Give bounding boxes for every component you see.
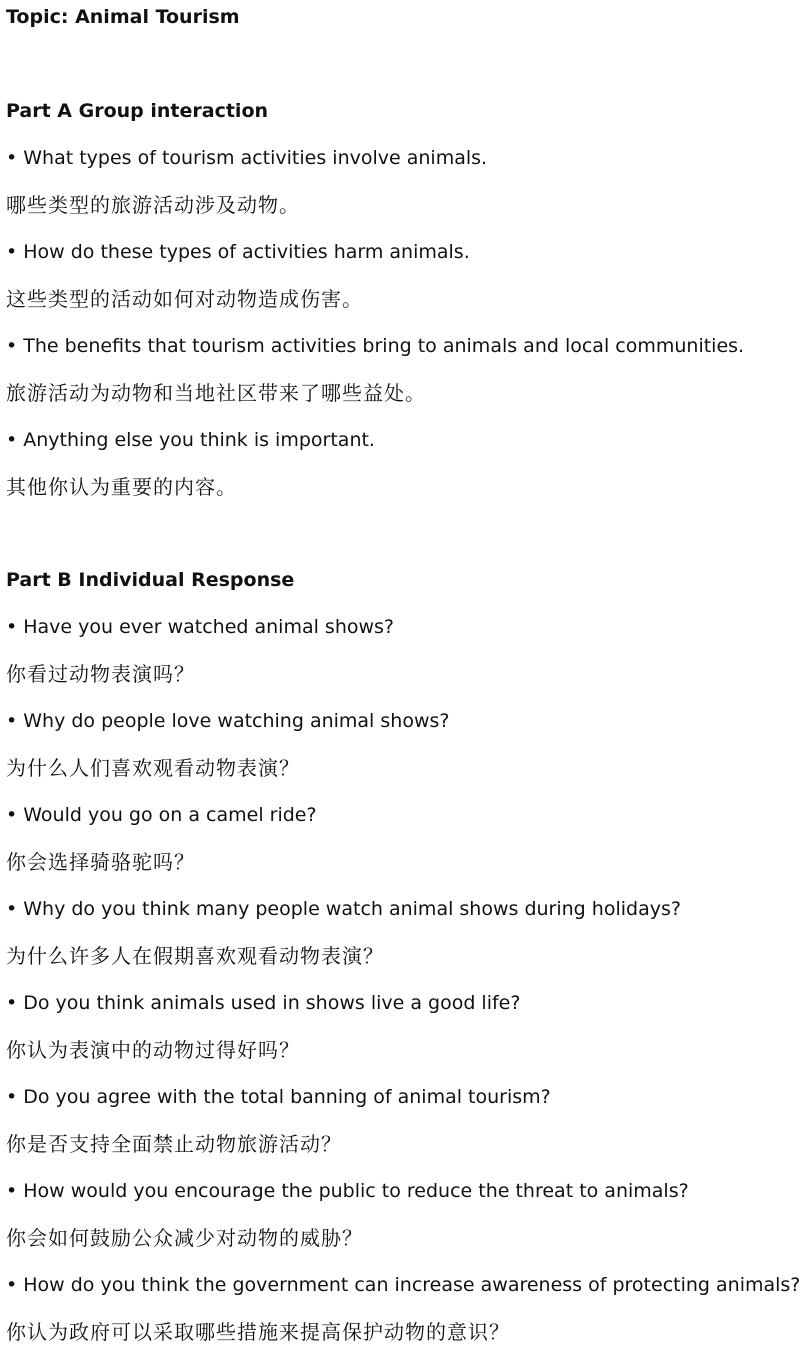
- part-b-question-5-en: • Do you think animals used in shows live a good life?: [6, 992, 521, 1014]
- part-b-question-3-en: • Would you go on a camel ride?: [6, 804, 317, 826]
- part-b-question-6-en: • Do you agree with the total banning of animal tourism?: [6, 1086, 551, 1108]
- part-b-question-2-zh: 为什么人们喜欢观看动物表演？: [6, 756, 300, 780]
- part-b-question-1-zh: 你看过动物表演吗？: [6, 662, 195, 686]
- part-a-question-2-zh: 这些类型的活动如何对动物造成伤害。: [6, 287, 363, 311]
- part-b-question-4-en: • Why do you think many people watch animal shows during holidays?: [6, 898, 681, 920]
- part-b-question-1-en: • Have you ever watched animal shows?: [6, 616, 395, 638]
- part-a-question-4-en: • Anything else you think is important.: [6, 429, 375, 451]
- part-b-question-5-zh: 你认为表演中的动物过得好吗？: [6, 1038, 300, 1062]
- part-a-question-3-en: • The benefits that tourism activities bring to animals and local communities.: [6, 335, 745, 357]
- part-b-question-4-zh: 为什么许多人在假期喜欢观看动物表演？: [6, 944, 384, 968]
- part-a-question-2-en: • How do these types of activities harm animals.: [6, 241, 470, 263]
- part-a-question-1-zh: 哪些类型的旅游活动涉及动物。: [6, 193, 300, 217]
- part-a-question-3-zh: 旅游活动为动物和当地社区带来了哪些益处。: [6, 381, 426, 405]
- part-a-question-4-zh: 其他你认为重要的内容。: [6, 475, 237, 499]
- part-b-heading: Part B Individual Response: [6, 569, 295, 591]
- topic-title: Topic: Animal Tourism: [6, 6, 240, 28]
- part-a-heading: Part A Group interaction: [6, 100, 269, 122]
- part-b-question-7-zh: 你会如何鼓励公众减少对动物的威胁？: [6, 1226, 363, 1250]
- part-a-question-1-en: • What types of tourism activities involve animals.: [6, 147, 488, 169]
- part-b-question-8-zh: 你认为政府可以采取哪些措施来提高保护动物的意识？: [6, 1320, 510, 1344]
- part-b-question-6-zh: 你是否支持全面禁止动物旅游活动？: [6, 1132, 342, 1156]
- part-b-question-7-en: • How would you encourage the public to reduce the threat to animals?: [6, 1180, 689, 1202]
- part-b-question-8-en: • How do you think the government can increase awareness of protecting animals?: [6, 1274, 801, 1296]
- part-b-question-2-en: • Why do people love watching animal shows?: [6, 710, 450, 732]
- part-b-question-3-zh: 你会选择骑骆驼吗？: [6, 850, 195, 874]
